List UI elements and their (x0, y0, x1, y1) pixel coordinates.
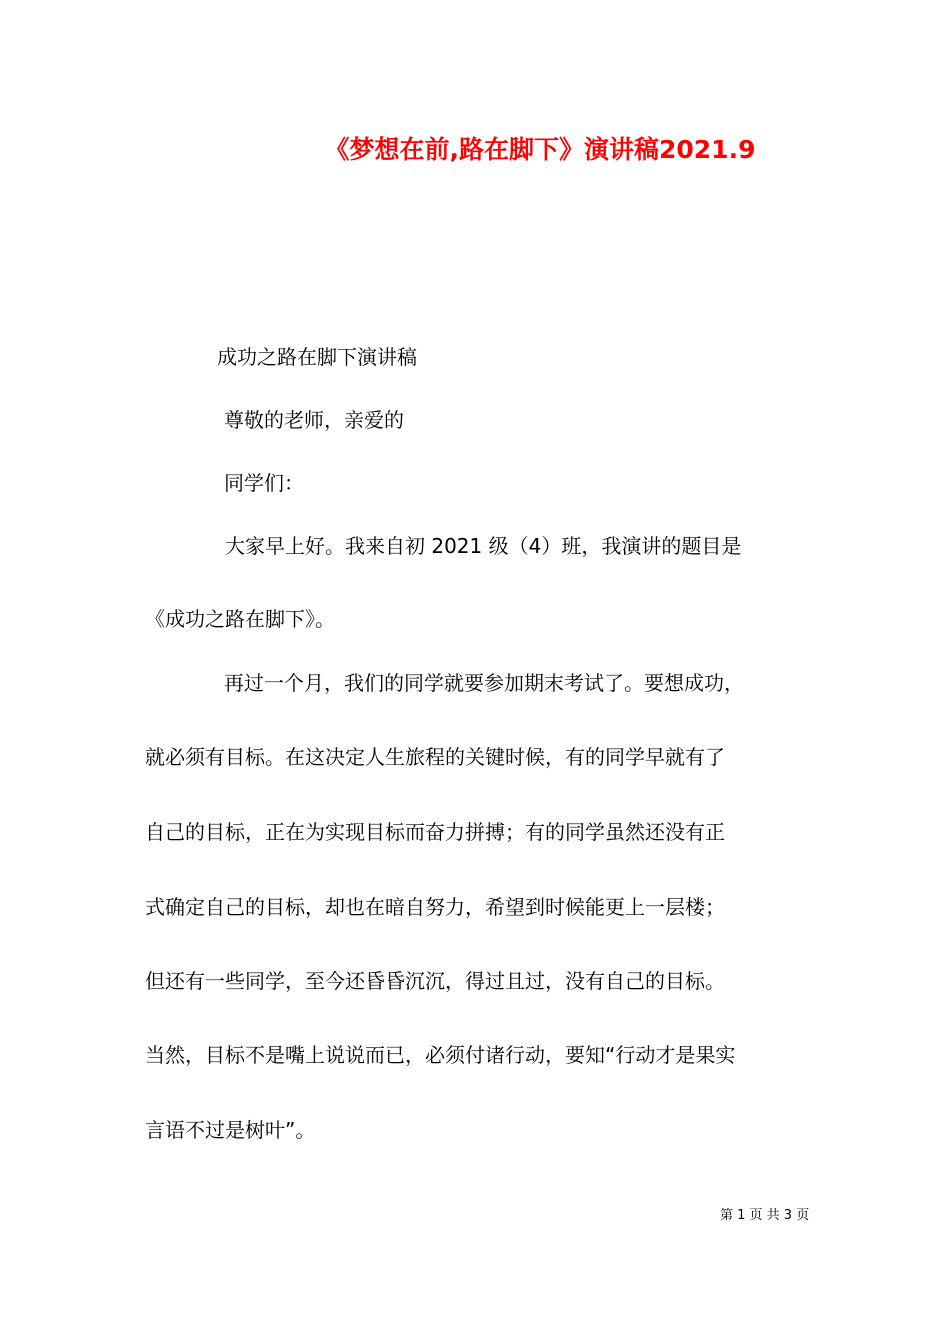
paragraph-line: 《成功之路在脚下》。 (145, 607, 335, 631)
greeting-line-1: 尊敬的老师，亲爱的 (224, 408, 404, 432)
page-number: 第 1 页 共 3 页 (720, 1208, 810, 1223)
paragraph-line: 言语不过是树叶”。 (145, 1118, 316, 1142)
greeting-line-2: 同学们： (224, 471, 304, 495)
paragraph-line: 再过一个月，我们的同学就要参加期末考试了。要想成功， (224, 671, 744, 695)
speech-heading: 成功之路在脚下演讲稿 (217, 345, 417, 369)
paragraph-line: 当然，目标不是嘴上说说而已，必须付诸行动，要知“行动才是果实 (145, 1043, 736, 1067)
paragraph-line: 但还有一些同学，至今还昏昏沉沉，得过且过，没有自己的目标。 (145, 969, 725, 993)
document-title: 《梦想在前,路在脚下》演讲稿2021.9 (324, 135, 756, 164)
paragraph-line: 大家早上好。我来自初 2021 级（4）班，我演讲的题目是 (225, 534, 742, 558)
paragraph-line: 式确定自己的目标，却也在暗自努力，希望到时候能更上一层楼； (145, 895, 725, 919)
paragraph-line: 自己的目标，正在为实现目标而奋力拼搏；有的同学虽然还没有正 (145, 820, 725, 844)
paragraph-line: 就必须有目标。在这决定人生旅程的关键时候，有的同学早就有了 (145, 745, 725, 769)
